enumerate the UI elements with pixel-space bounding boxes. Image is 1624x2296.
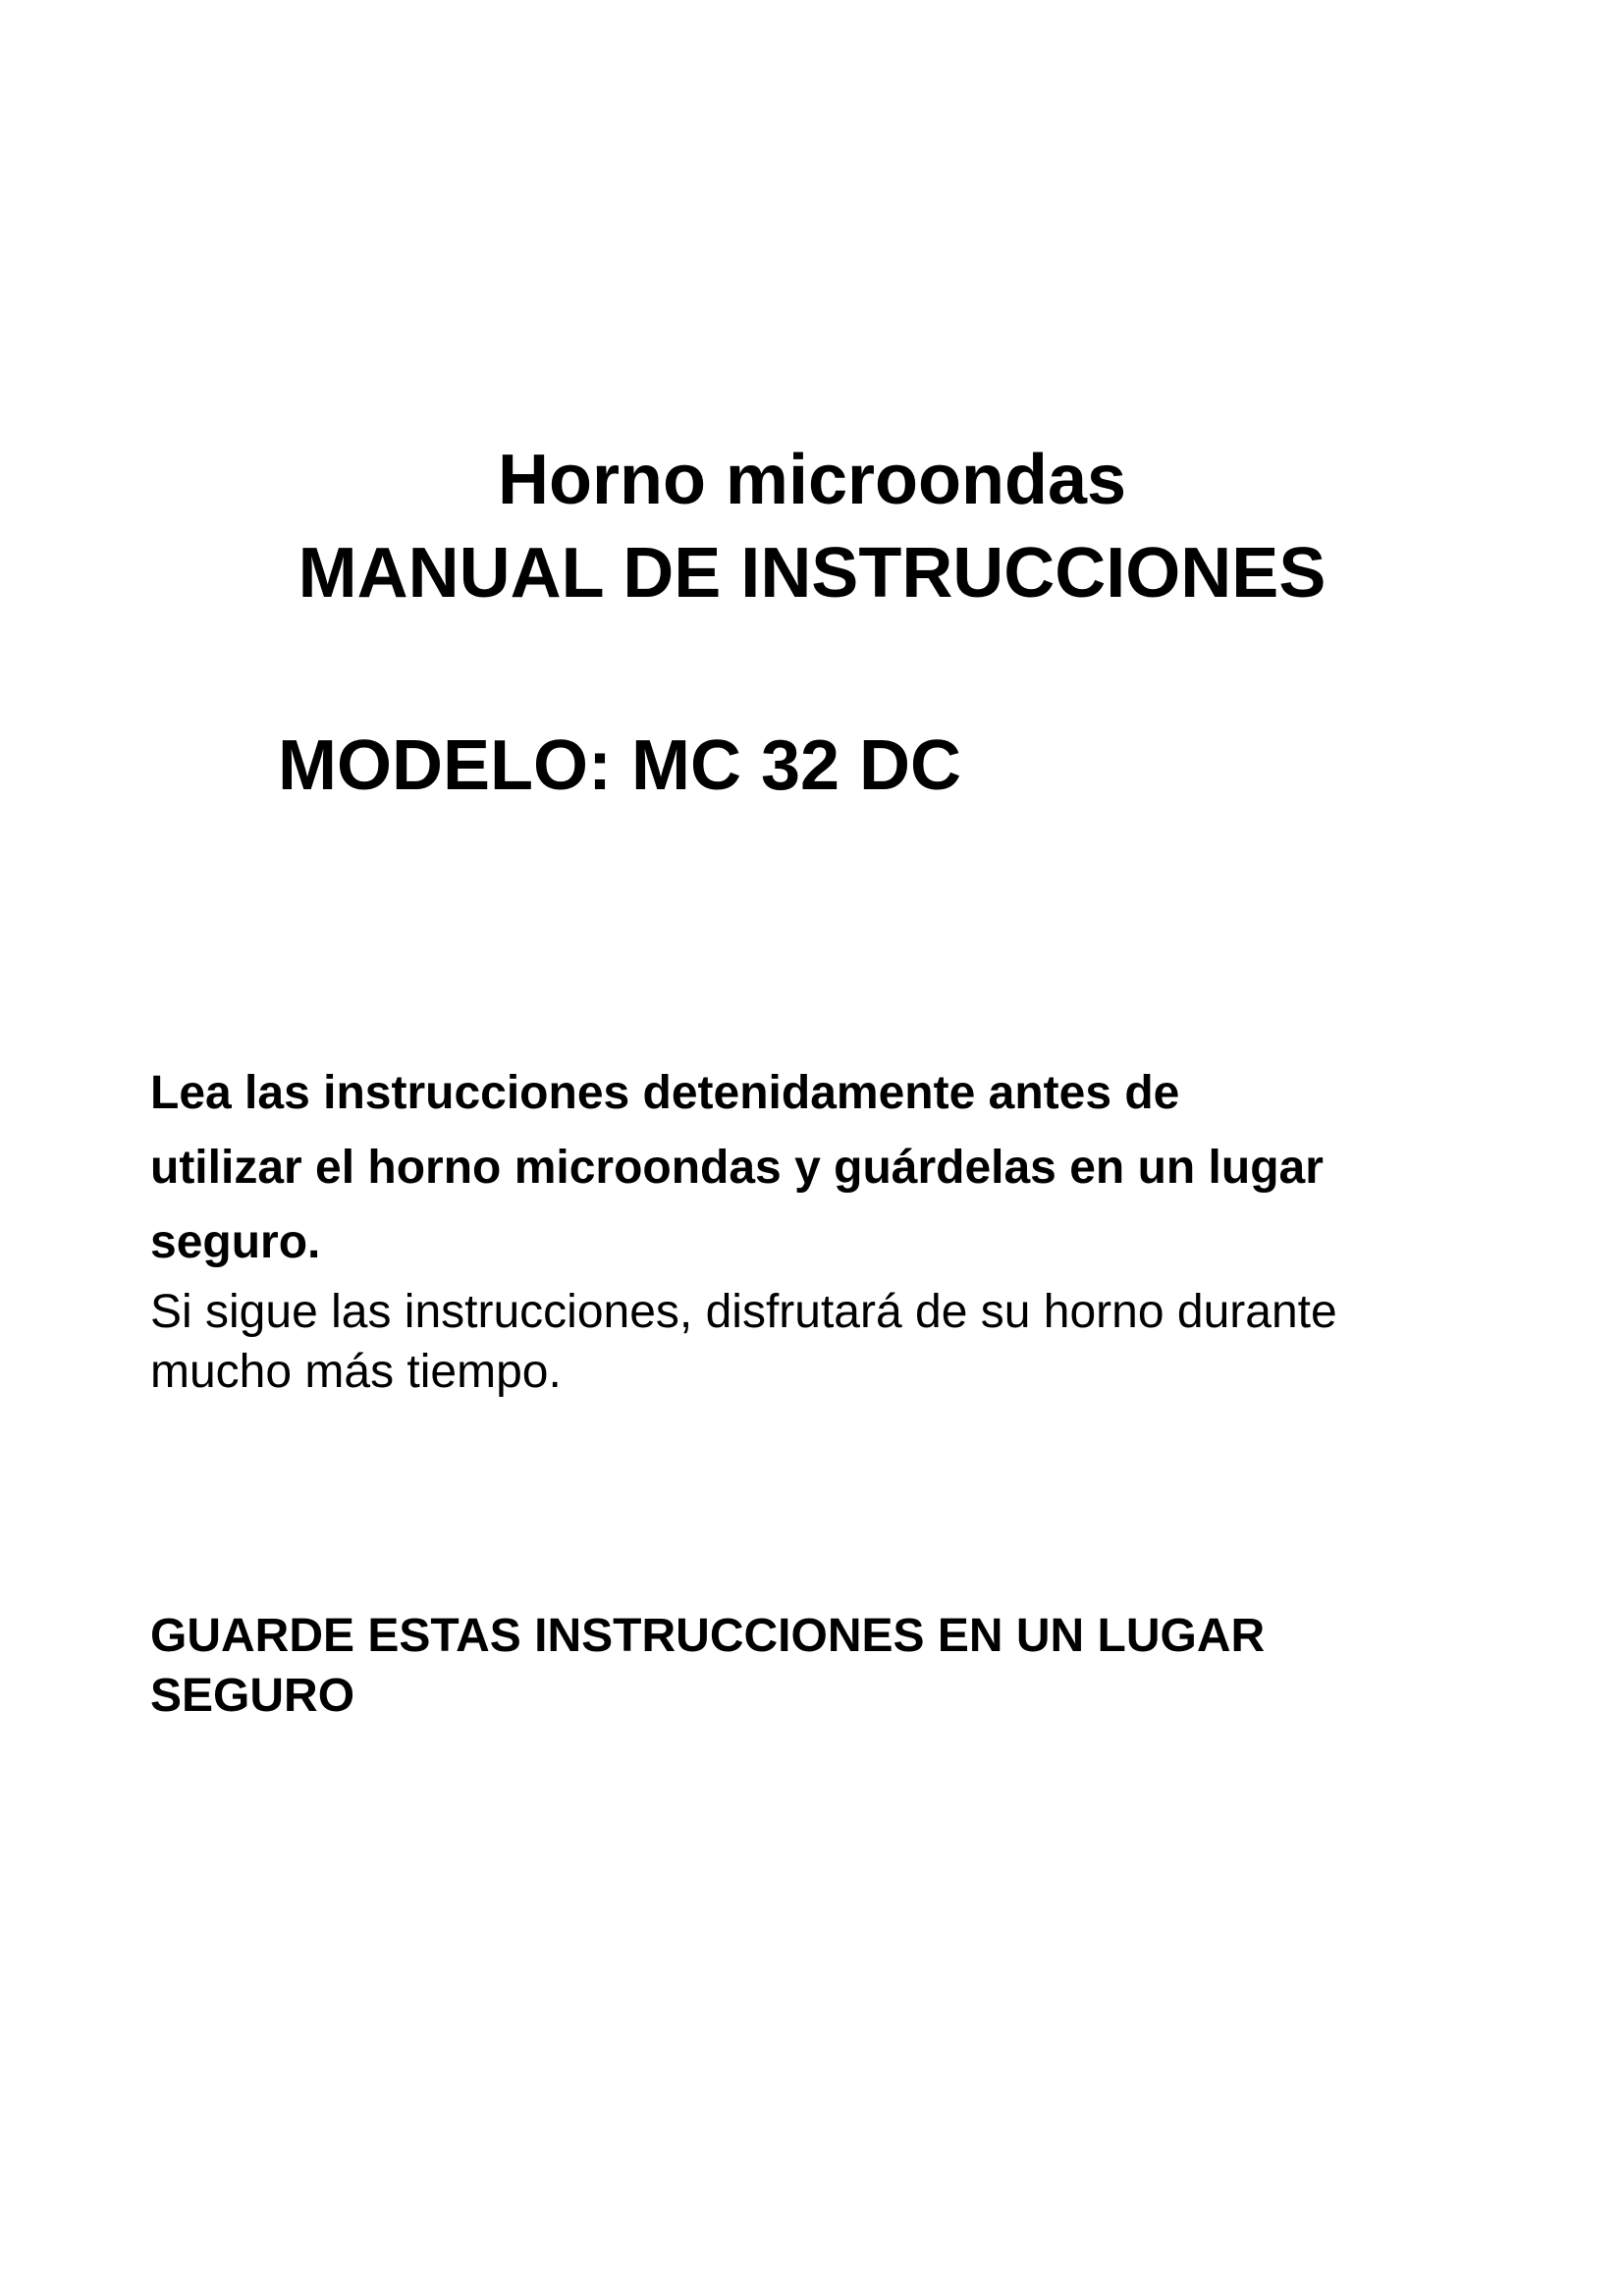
intro-bold-line: Lea las instrucciones detenidamente antes de	[150, 1067, 1180, 1119]
intro-regular-line: mucho más tiempo.	[150, 1346, 562, 1398]
document-title: Horno microondas	[497, 441, 1127, 519]
intro-bold-line: seguro.	[150, 1216, 321, 1268]
intro-bold-line: utilizar el horno microondas y guárdelas en un lugar	[150, 1142, 1324, 1194]
notice-line: SEGURO	[150, 1670, 355, 1722]
document-subtitle: MANUAL DE INSTRUCCIONES	[298, 534, 1326, 613]
intro-regular-line: Si sigue las instrucciones, disfrutará de su horno durante	[150, 1286, 1337, 1338]
notice-line: GUARDE ESTAS INSTRUCCIONES EN UN LUGAR	[150, 1610, 1266, 1662]
model-label: MODELO: MC 32 DC	[278, 726, 962, 805]
